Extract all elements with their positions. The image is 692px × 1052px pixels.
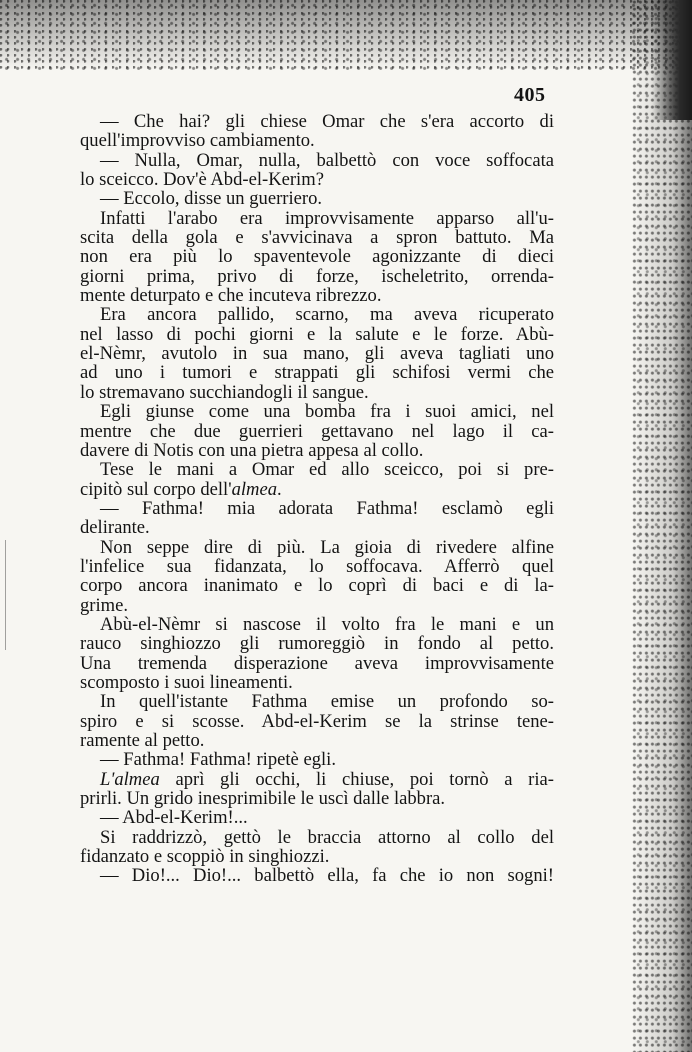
text-line-main: nel lasso di pochi giorni e la salute e le forze. Abù- — [80, 323, 554, 345]
margin-mark — [5, 540, 6, 650]
text-line-main: — Fathma! mia adorata Fathma! esclamò egli — [100, 497, 554, 519]
text-line — [80, 363, 554, 382]
page-number: 405 — [514, 84, 546, 106]
text-line — [80, 750, 554, 769]
text-line — [80, 692, 554, 711]
text-line — [80, 808, 554, 827]
body-text — [80, 112, 554, 886]
text-line-main: corpo ancora inanimato e lo coprì di baci e di la- — [80, 575, 554, 597]
text-line — [80, 460, 554, 479]
text-line-main: el-Nèmr, avutolo in sua mano, gli aveva tagliati uno — [80, 343, 554, 365]
text-line-main: scomposto i suoi lineamenti. — [80, 671, 293, 693]
text-line-main: Non seppe dire di più. La gioia di rivedere alfine — [100, 536, 554, 558]
text-line-main: — Nulla, Omar, nulla, balbettò con voce soffocata — [100, 149, 554, 171]
text-line-main: Abù-el-Nèmr si nascose il volto fra le mani e un — [100, 613, 554, 635]
text-line — [80, 247, 554, 266]
text-line — [80, 228, 554, 247]
text-line-tail: aprì gli occhi, li chiuse, poi tornò a ria- — [159, 768, 554, 790]
text-line — [80, 499, 554, 518]
text-line — [80, 789, 554, 808]
text-line-main: mentre che due guerrieri gettavano nel lago il ca- — [80, 420, 554, 442]
text-line-main: Si raddrizzò, gettò le braccia attorno al collo del — [100, 826, 554, 848]
text-line — [80, 189, 554, 208]
text-line-main: cipitò sul corpo dell' — [80, 478, 232, 500]
text-line — [80, 441, 554, 460]
text-line — [80, 480, 554, 499]
text-line-main: — Abd-el-Kerim!... — [100, 807, 248, 829]
text-line-main: — Che hai? gli chiese Omar che s'era accorto di — [100, 111, 554, 132]
text-line-main: davere di Notis con una pietra appesa al collo. — [80, 439, 424, 461]
text-line — [80, 209, 554, 228]
text-line — [80, 538, 554, 557]
text-line — [80, 596, 554, 615]
text-line — [80, 131, 554, 150]
text-line — [80, 770, 554, 789]
text-line — [80, 673, 554, 692]
text-line-main: — Eccolo, disse un guerriero. — [100, 188, 323, 210]
text-line-main: — Fathma! Fathma! ripetè egli. — [100, 749, 336, 771]
text-line-main: prirli. Un grido inesprimibile le uscì dalle labbra. — [80, 788, 446, 810]
text-line — [80, 383, 554, 402]
text-line-main: lo sceicco. Dov'è Abd-el-Kerim? — [80, 169, 324, 191]
text-line — [80, 828, 554, 847]
scan-shadow-right — [632, 0, 692, 1052]
text-line — [80, 267, 554, 286]
text-line-main: rauco singhiozzo gli rumoreggiò in fondo al petto. — [80, 633, 554, 655]
text-line — [80, 615, 554, 634]
text-line — [80, 325, 554, 344]
text-line — [80, 151, 554, 170]
text-line-main: ad uno i tumori e strappati gli schifosi vermi che — [80, 362, 554, 384]
text-line-main: spiro e si scosse. Abd-el-Kerim se la strinse tene- — [80, 710, 554, 732]
text-line — [80, 518, 554, 537]
text-line-main: delirante. — [80, 517, 150, 539]
text-line — [80, 286, 554, 305]
scan-shadow-corner — [652, 0, 692, 120]
text-line-main: l'infelice sua fidanzata, lo soffocava. Afferrò quel — [80, 555, 554, 577]
text-line — [80, 731, 554, 750]
text-line-main: Infatti l'arabo era improvvisamente apparso all'u- — [100, 207, 554, 229]
text-line — [80, 847, 554, 866]
text-line — [80, 305, 554, 324]
text-line — [80, 402, 554, 421]
text-line — [80, 866, 554, 885]
text-line-main: — Dio!... Dio!... balbettò ella, fa che io non sogni! — [100, 865, 554, 887]
text-line — [80, 170, 554, 189]
text-line-tail: . — [277, 478, 282, 500]
text-line-italic: L'almea — [100, 768, 160, 790]
text-line-main: Una tremenda disperazione aveva improvvisamente — [80, 652, 554, 674]
text-line-main: Era ancora pallido, scarno, ma aveva ricuperato — [100, 304, 554, 326]
text-line-main: Tese le mani a Omar ed allo sceicco, poi si pre- — [100, 459, 554, 481]
text-line-italic: almea — [231, 478, 278, 500]
text-line-main: lo stremavano succhiandogli il sangue. — [80, 381, 369, 403]
text-line — [80, 344, 554, 363]
text-line-main: ramente al petto. — [80, 730, 205, 751]
text-line-main: Egli giunse come una bomba fra i suoi amici, nel — [100, 401, 554, 423]
scan-shadow-top — [0, 0, 692, 70]
text-line-main: scita della gola e s'avvicinava a spron battuto. Ma — [80, 227, 554, 249]
text-line — [80, 422, 554, 441]
text-line — [80, 112, 554, 131]
text-line-main: mente deturpato e che incuteva ribrezzo. — [80, 285, 382, 307]
text-line-main: giorni prima, privo di forze, ischeletrito, orrenda- — [80, 265, 554, 287]
text-line — [80, 712, 554, 731]
text-line — [80, 557, 554, 576]
text-line-main: non era più lo spaventevole agonizzante di dieci — [80, 246, 554, 268]
text-line-main: grime. — [80, 594, 129, 616]
text-line-main: quell'improvviso cambiamento. — [80, 130, 315, 152]
text-line-main: fidanzato e scoppiò in singhiozzi. — [80, 846, 330, 868]
text-line-main: In quell'istante Fathma emise un profondo so- — [100, 691, 554, 713]
text-line — [80, 576, 554, 595]
text-line — [80, 634, 554, 653]
text-line — [80, 654, 554, 673]
